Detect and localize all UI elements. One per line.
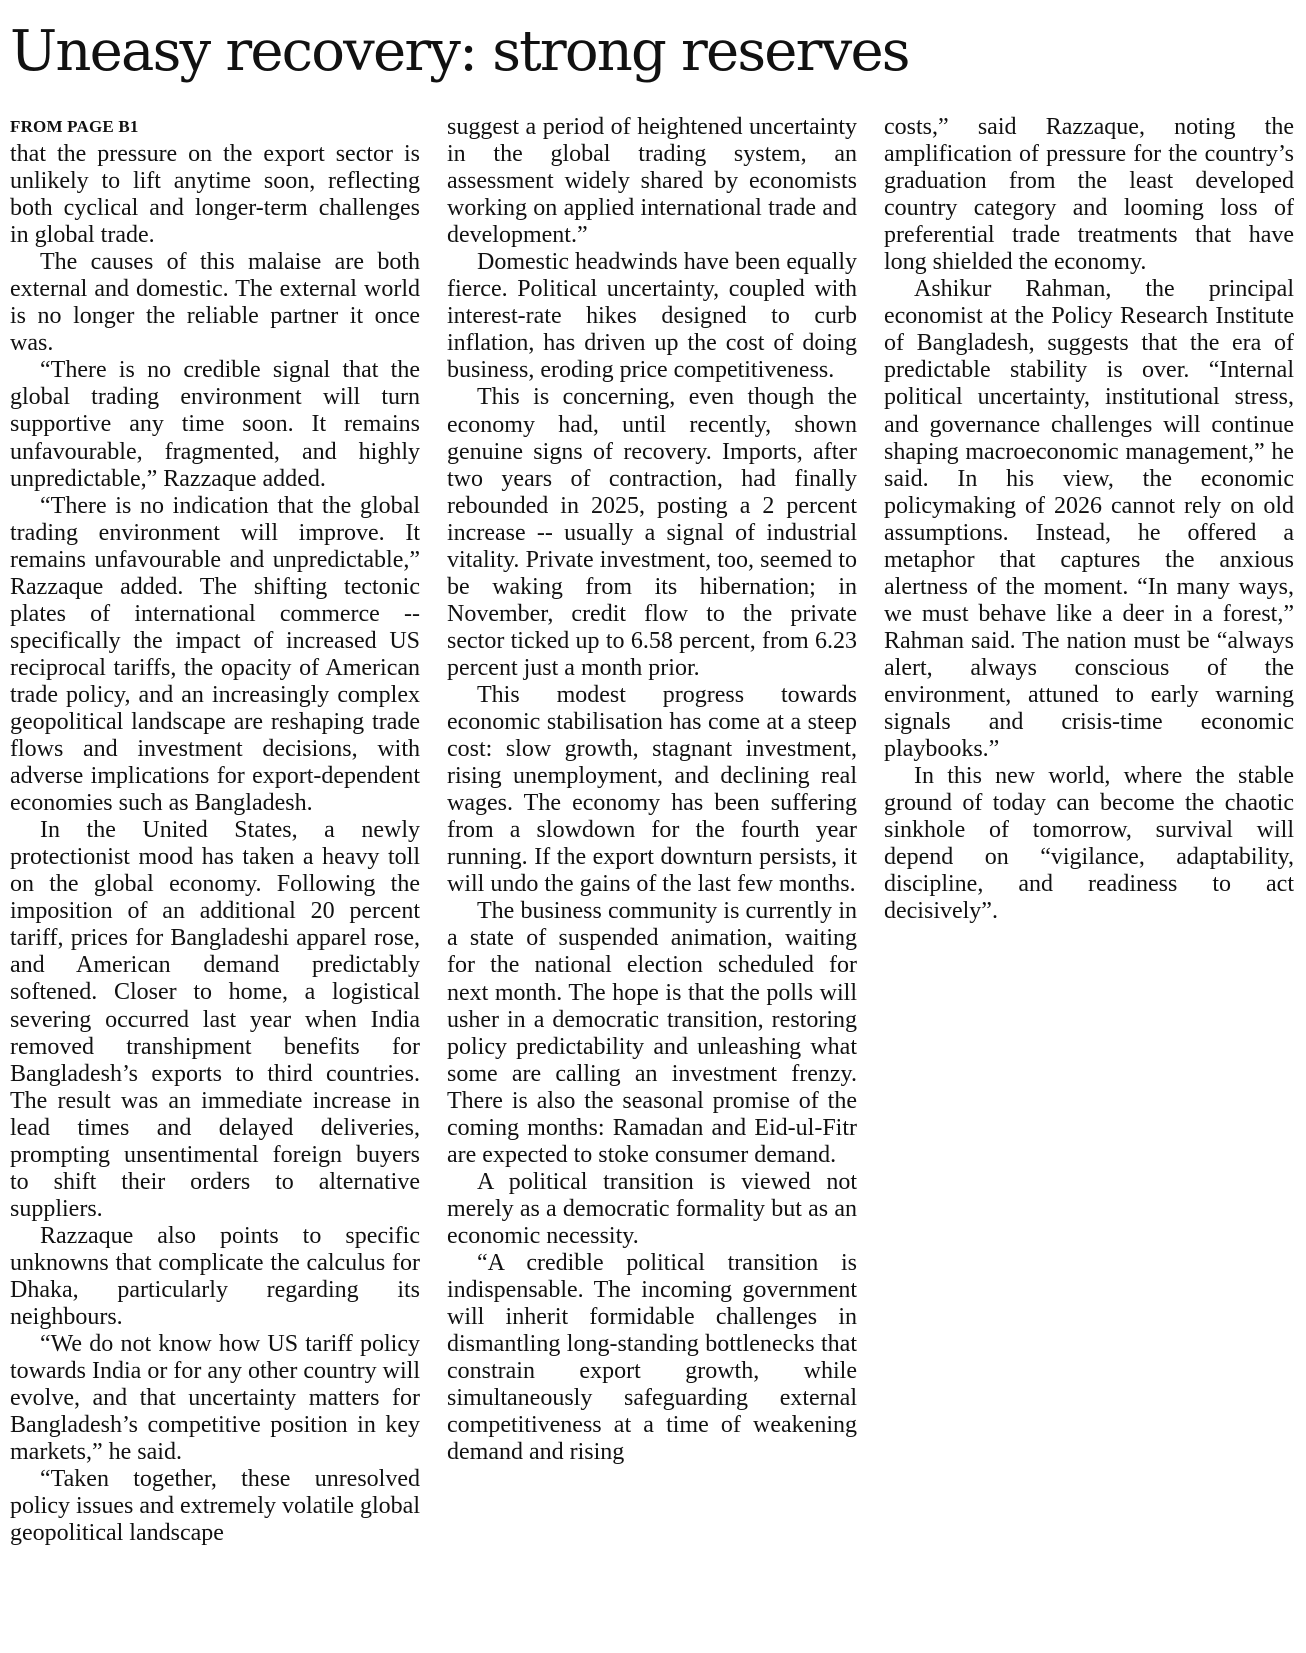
article-column-1 — [10, 114, 420, 1547]
paragraph: “There is no indication that the global trading environment will improve. It remains unfavourable and unpredictable,” Razzaque added. The shifting tectonic plates of international commerce -- specifically the impact of increased US reciprocal tariffs, the opacity of American trade policy, and an increasingly complex geopolitical landscape are reshaping trade flows and investment decisions, with adverse implications for export-dependent economies such as Bangladesh. — [10, 492, 420, 817]
paragraph: Ashikur Rahman, the principal economist at the Policy Research Institute of Bangladesh, suggests that the era of predictable stability is over. “Internal political uncertainty, institutional stress, and governance challenges will continue shaping macroeconomic management,” he said. In his view, the economic policymaking of 2026 cannot rely on old assumptions. Instead, he offered a metaphor that captures the anxious alertness of the moment. “In many ways, we must behave like a deer in a forest,” Rahman said. The nation must be “always alert, always conscious of the environment, attuned to early warning signals and crisis-time economic playbooks.” — [884, 276, 1294, 763]
article-column-3 — [884, 114, 1294, 925]
article-column-2 — [447, 114, 857, 1466]
paragraph: costs,” said Razzaque, noting the amplification of pressure for the country’s graduation from the least developed country category and looming loss of preferential trade treatments that have long shielded the economy. — [884, 114, 1294, 276]
paragraph: This is concerning, even though the economy had, until recently, shown genuine signs of recovery. Imports, after two years of contraction, had finally rebounded in 2025, posting a 2 percent increase -- usually a signal of industrial vitality. Private investment, too, seemed to be waking from its hibernation; in November, credit flow to the private sector ticked up to 6.58 percent, from 6.23 percent just a month prior. — [447, 384, 857, 681]
paragraph: Razzaque also points to specific unknowns that complicate the calculus for Dhaka, particularly regarding its neighbours. — [10, 1222, 420, 1331]
headline: Uneasy recovery: strong reserves — [10, 19, 909, 84]
paragraph: suggest a period of heightened uncertainty in the global trading system, an assessment widely shared by economists working on applied international trade and development.” — [447, 114, 857, 249]
paragraph: The causes of this malaise are both external and domestic. The external world is no longer the reliable partner it once was. — [10, 249, 420, 357]
paragraph: In this new world, where the stable ground of today can become the chaotic sinkhole of tomorrow, survival will depend on “vigilance, adaptability, discipline, and readiness to act decisively”. — [884, 763, 1294, 925]
paragraph: “A credible political transition is indispensable. The incoming government will inherit formidable challenges in dismantling long-standing bottlenecks that constrain export growth, while simultaneously safeguarding external competitiveness at a time of weakening demand and rising — [447, 1249, 857, 1466]
paragraph: A political transition is viewed not merely as a democratic formality but as an economic necessity. — [447, 1168, 857, 1249]
paragraph: that the pressure on the export sector is unlikely to lift anytime soon, reflecting both cyclical and longer-term challenges in global trade. — [10, 141, 420, 249]
paragraph: The business community is currently in a state of suspended animation, waiting for the national election scheduled for next month. The hope is that the polls will usher in a democratic transition, restoring policy predictability and unleashing what some are calling an investment frenzy. There is also the seasonal promise of the coming months: Ramadan and Eid-ul-Fitr are expected to stoke consumer demand. — [447, 898, 857, 1168]
paragraph: “There is no credible signal that the global trading environment will turn supportive any time soon. It remains unfavourable, fragmented, and highly unpredictable,” Razzaque added. — [10, 357, 420, 492]
paragraph: “We do not know how US tariff policy towards India or for any other country will evolve, and that uncertainty matters for Bangladesh’s competitive position in key markets,” he said. — [10, 1331, 420, 1466]
paragraph: In the United States, a newly protectionist mood has taken a heavy toll on the global economy. Following the imposition of an additional 20 percent tariff, prices for Bangladeshi apparel rose, and American demand predictably softened. Closer to home, a logistical severing occurred last year when India removed transhipment benefits for Bangladesh’s exports to third countries. The result was an immediate increase in lead times and delayed deliveries, prompting unsentimental foreign buyers to shift their orders to alternative suppliers. — [10, 817, 420, 1222]
paragraph: Domestic headwinds have been equally fierce. Political uncertainty, coupled with interest-rate hikes designed to curb inflation, has driven up the cost of doing business, eroding price competitiveness. — [447, 249, 857, 384]
paragraph: This modest progress towards economic stabilisation has come at a steep cost: slow growth, stagnant investment, rising unemployment, and declining real wages. The economy has been suffering from a slowdown for the fourth year running. If the export downturn persists, it will undo the gains of the last few months. — [447, 681, 857, 898]
paragraph: “Taken together, these unresolved policy issues and extremely volatile global geopolitical landscape — [10, 1466, 420, 1547]
continuation-kicker: FROM PAGE B1 — [10, 117, 139, 136]
